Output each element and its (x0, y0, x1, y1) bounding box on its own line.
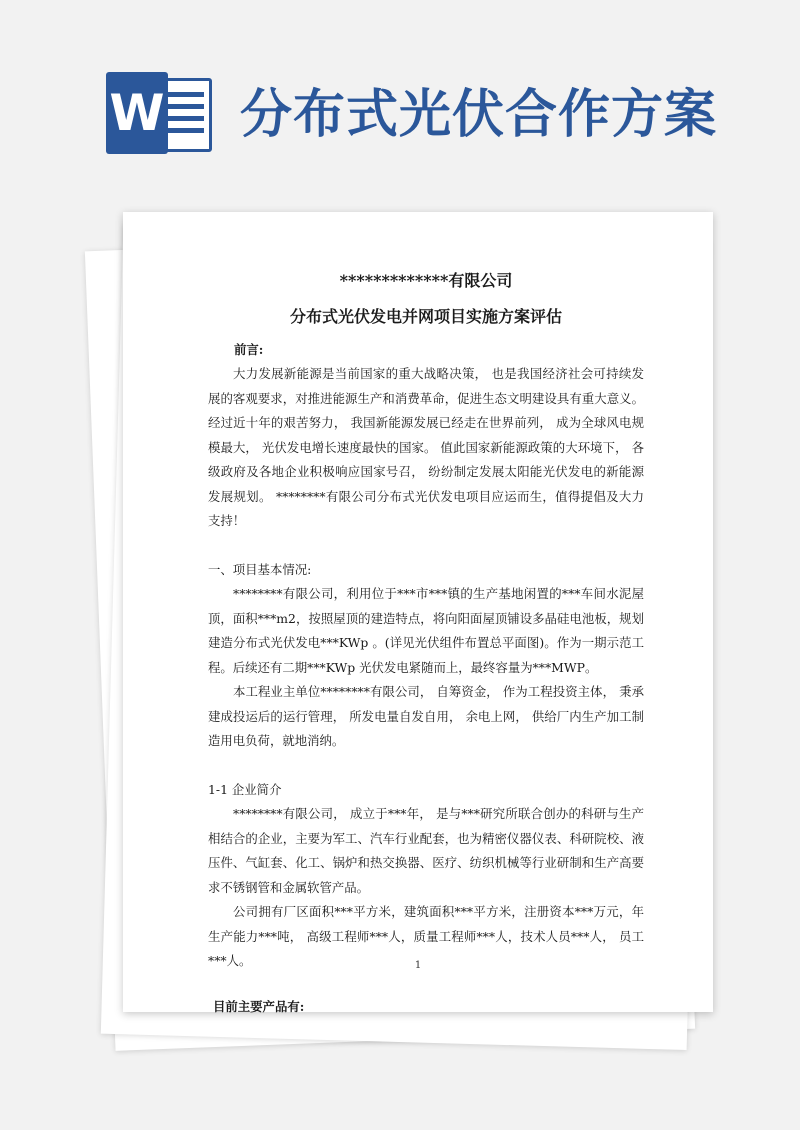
section-heading: 一、项目基本情况: (208, 561, 312, 577)
company-intro-paragraph: ********有限公司， 成立于***年， 是与***研究所联合创办的科研与生产相结合的企业，主要为军工、汽车行业配套，也为精密仪器仪表、科研院校、液压件、气缸套、化工、锅炉和热交换器、医疗、纺织机械等行业研制和生产高要求不锈钢管和金属软管产品。 (208, 806, 644, 895)
word-icon-letter: W (106, 72, 168, 154)
project-paragraph: ********有限公司，利用位于***市***镇的生产基地闲置的***车间水泥屋顶，面积***m2，按照屋顶的建造特点，将向阳面屋顶铺设多晶硅电池板，规划建造分布式光伏发电***KWp 。(详见光伏组件布置总平面图)。作为一期示范工程。后续还有二期***KWp 光伏发电紧随而上，最终容量为***MWP。 (208, 586, 644, 675)
document-page (123, 212, 713, 1012)
document-body (208, 270, 644, 1019)
word-document-icon (106, 72, 216, 154)
owner-paragraph: 本工程业主单位********有限公司， 自筹资金， 作为工程投资主体， 秉承建成投运后的运行管理， 所发电量自发自用， 余电上网， 供给厂内生产加工制造用电负荷，就地消纳。 (208, 684, 644, 748)
page-number: 1 (414, 960, 422, 971)
project-title: 分布式光伏发电并网项目实施方案评估 (289, 307, 562, 326)
banner (0, 0, 800, 190)
preface-heading: 前言: (234, 342, 264, 357)
banner-title: 分布式光伏合作方案 (240, 85, 718, 145)
products-heading: 目前主要产品有: (213, 998, 305, 1014)
company-name: *************有限公司 (339, 271, 513, 290)
subsection-heading: 1-1 企业简介 (208, 781, 282, 797)
preface-paragraph: 大力发展新能源是当前国家的重大战略决策， 也是我国经济社会可持续发展的客观要求，对推进能源生产和消费革命，促进生态文明建设具有重大意义。经过近十年的艰苦努力， 我国新能源发展已经走在世界前列， 成为全球风电规模最大， 光伏发电增长速度最快的国家。 值此国家新能源政策的大环境下， 各级政府及各地企业积极响应国家号召， 纷纷制定发展太阳能光伏发电的新能源发展规划。 ********有限公司分布式光伏发电项目应运而生，值得提倡及大力支持！ (208, 366, 644, 528)
company-stats-paragraph: 公司拥有厂区面积***平方米，建筑面积***平方米，注册资本***万元，年生产能力***吨， 高级工程师***人，质量工程师***人，技术人员***人， 员工***人。 (208, 904, 644, 968)
